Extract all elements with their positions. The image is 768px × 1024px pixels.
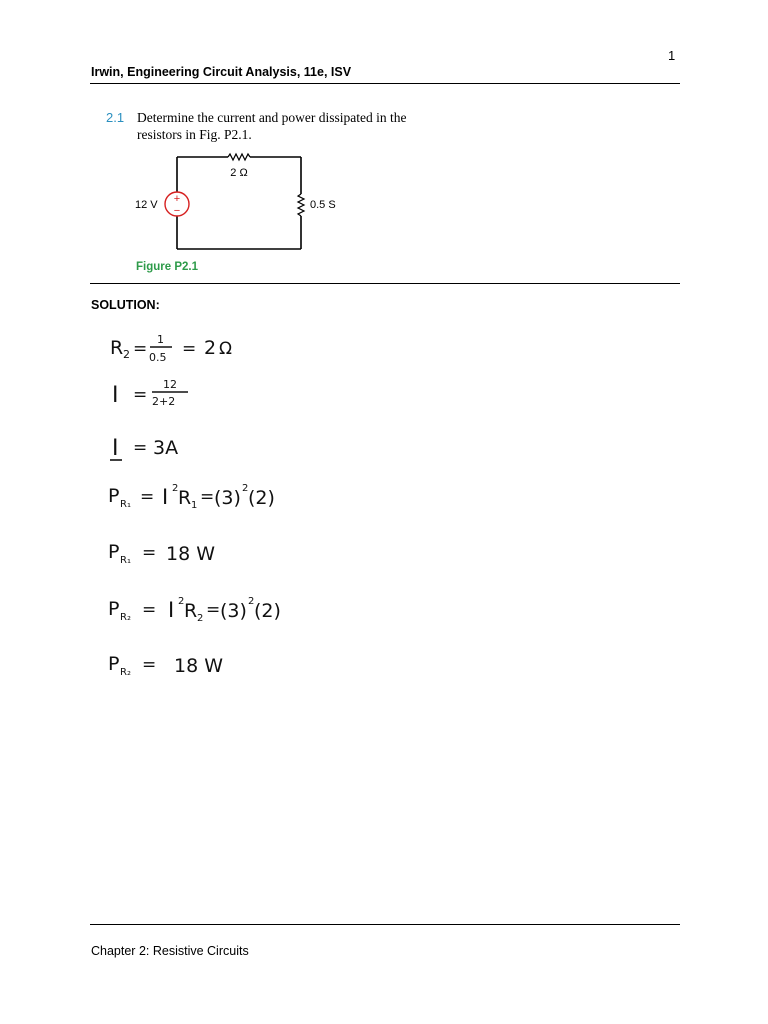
svg-text:1: 1 [191, 500, 198, 511]
svg-text:R: R [178, 487, 192, 509]
svg-text:P: P [108, 598, 120, 620]
figure-caption: Figure P2.1 [136, 261, 198, 273]
resistor-2-ohm [228, 154, 250, 160]
svg-text:2+2: 2+2 [152, 395, 176, 408]
handwritten-solution [100, 330, 360, 690]
voltage-source [165, 192, 189, 217]
circuit-figure-p2-1 [100, 145, 340, 280]
solution-line-7 [108, 653, 223, 678]
resistor-0-5-siemens [298, 194, 304, 216]
svg-text:Ω: Ω [219, 339, 232, 359]
header-title: Irwin, Engineering Circuit Analysis, 11e, ISV [91, 65, 352, 79]
svg-text:R₂: R₂ [120, 667, 131, 678]
svg-text:0.5: 0.5 [149, 351, 167, 364]
problem-number: 2.1 [106, 110, 125, 125]
svg-text:2: 2 [248, 596, 255, 607]
svg-text:I: I [112, 383, 119, 408]
svg-text:12: 12 [163, 378, 177, 391]
svg-text:2: 2 [242, 483, 249, 494]
svg-text:=: = [200, 487, 215, 507]
svg-text:P: P [108, 485, 120, 507]
svg-text:=: = [133, 438, 148, 458]
header-rule [90, 83, 680, 84]
svg-text:(3): (3) [214, 487, 241, 509]
svg-text:R: R [184, 600, 198, 622]
svg-text:P: P [108, 653, 120, 675]
svg-text:=: = [182, 339, 197, 359]
svg-text:R₂: R₂ [120, 612, 131, 623]
svg-text:3A: 3A [153, 437, 179, 459]
solution-line-6 [108, 596, 281, 624]
svg-text:18 W: 18 W [174, 655, 224, 677]
svg-text:2: 2 [172, 483, 179, 494]
solution-label: SOLUTION: [91, 298, 160, 312]
svg-text:=: = [142, 600, 157, 620]
footer-chapter-title: Chapter 2: Resistive Circuits [91, 944, 249, 958]
resistor1-label: 2 Ω [230, 167, 248, 179]
svg-text:=: = [133, 339, 148, 359]
svg-text:=: = [140, 487, 155, 507]
solution-line-2 [112, 378, 188, 408]
svg-text:2: 2 [204, 337, 217, 359]
source-label: 12 V [135, 199, 158, 211]
svg-text:I: I [168, 598, 175, 622]
svg-text:18 W: 18 W [166, 543, 216, 565]
svg-text:−: − [173, 205, 181, 217]
svg-text:=: = [142, 543, 157, 563]
svg-text:=: = [133, 385, 148, 405]
svg-text:2: 2 [197, 613, 204, 624]
svg-text:I: I [112, 436, 119, 461]
svg-text:R₁: R₁ [120, 555, 131, 566]
svg-text:2: 2 [178, 596, 185, 607]
conductance-label: 0.5 S [310, 199, 336, 211]
svg-text:(3): (3) [220, 600, 247, 622]
svg-text:=: = [206, 600, 221, 620]
solution-line-3 [110, 436, 178, 461]
svg-text:R₁: R₁ [120, 499, 131, 510]
solution-line-1 [110, 333, 232, 364]
svg-text:I: I [162, 485, 169, 509]
figure-rule [90, 283, 680, 284]
page-number: 1 [668, 48, 676, 63]
svg-text:(2): (2) [248, 487, 275, 509]
svg-text:(2): (2) [254, 600, 281, 622]
svg-text:+: + [173, 193, 181, 205]
solution-line-5 [108, 541, 215, 566]
svg-text:R: R [110, 337, 124, 359]
svg-text:1: 1 [157, 333, 164, 346]
problem-text: Determine the current and power dissipated in the resistors in Fig. P2.1. [137, 110, 407, 142]
svg-text:=: = [142, 655, 157, 675]
svg-text:P: P [108, 541, 120, 563]
svg-text:2: 2 [123, 348, 130, 361]
solution-line-4 [108, 483, 275, 511]
footer-rule [90, 924, 680, 925]
